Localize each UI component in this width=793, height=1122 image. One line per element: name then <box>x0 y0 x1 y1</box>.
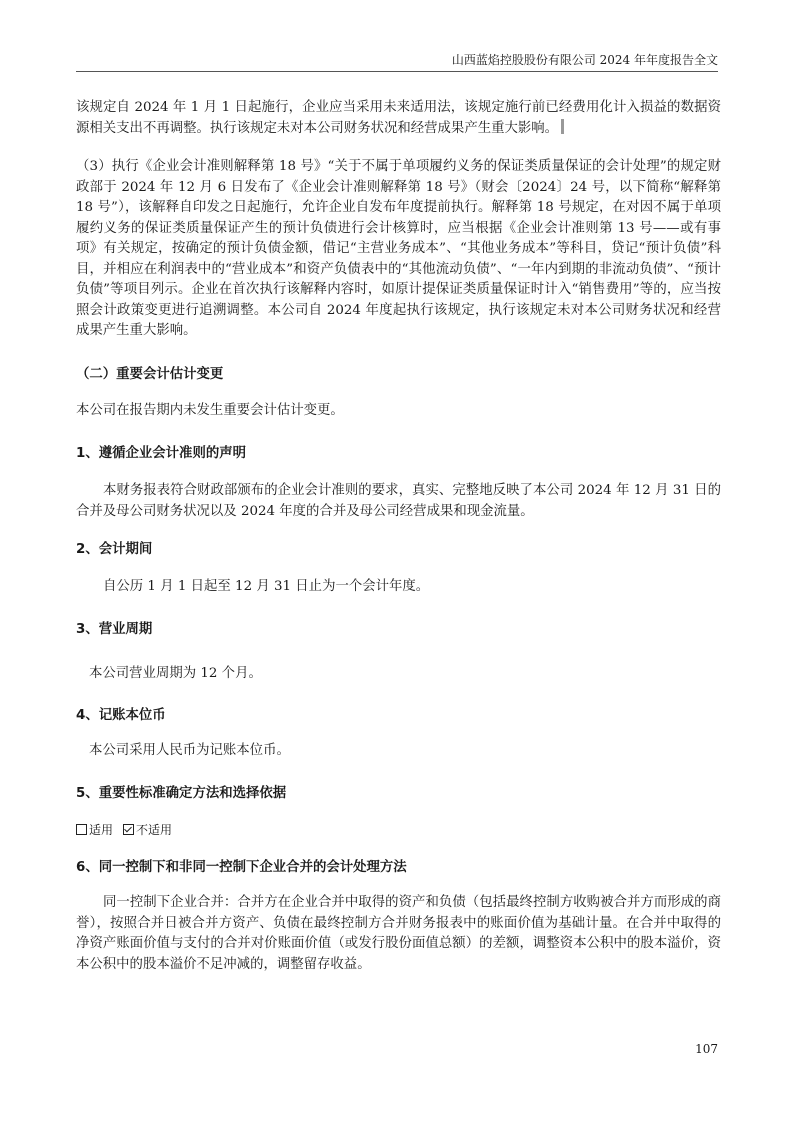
paragraph-operating-cycle: 本公司营业周期为 12 个月。 <box>89 666 262 681</box>
heading-estimate-changes: （二）重要会计估计变更 <box>76 367 224 382</box>
paragraph-data-resources <box>76 98 721 139</box>
paragraph-no-estimate-change: 本公司在报告期内未发生重要会计估计变更。 <box>76 403 344 418</box>
not-applicable-label: 不适用 <box>136 823 173 837</box>
paragraph-text: 该规定自 2024 年 1 月 1 日起施行，企业应当采用未来适用法，该规定施行前已经费用化计入损益的数据资源相关支出不再调整。执行该规定未对本公司财务状况和经营成果产生重大影响。 <box>76 100 721 136</box>
paragraph-accounting-period: 自公历 1 月 1 日起至 12 月 31 日止为一个会计年度。 <box>103 579 430 594</box>
paragraph-functional-currency: 本公司采用人民币为记账本位币。 <box>89 743 290 758</box>
report-title: 山西蓝焰控股股份有限公司 2024 年年度报告全文 <box>451 53 718 67</box>
heading-accounting-period: 2、会计期间 <box>76 542 153 557</box>
heading-materiality: 5、重要性标准确定方法和选择依据 <box>76 786 287 801</box>
paragraph-business-combination: 同一控制下企业合并：合并方在企业合并中取得的资产和负债（包括最终控制方收购被合并方而形成的商誉），按照合并日被合并方资产、负债在最终控制方合并财务报表中的账面价值为基础计量。在合并中取得的净资产账面价值与支付的合并对价账面价值（或发行股份面值总额）的差额，调整资本公积中的股本溢价，资本公积中的股本溢价不足冲减的，调整留存收益。 <box>76 895 721 972</box>
revision-bar <box>561 119 564 134</box>
heading-compliance-statement: 1、遵循企业会计准则的声明 <box>76 446 247 461</box>
not-applicable-checkbox[interactable] <box>123 824 134 835</box>
heading-operating-cycle: 3、营业周期 <box>76 622 153 637</box>
applicable-label: 适用 <box>89 823 114 837</box>
heading-business-combination: 6、同一控制下和非同一控制下企业合并的会计处理方法 <box>76 860 407 875</box>
paragraph-compliance: 本财务报表符合财政部颁布的企业会计准则的要求，真实、完整地反映了本公司 2024 年 12 月 31 日的合并及母公司财务状况以及 2024 年度的合并及母公司经营成果和现金流量。 <box>76 483 721 519</box>
page-header <box>76 53 718 72</box>
page-number: 107 <box>695 1042 718 1056</box>
heading-functional-currency: 4、记账本位币 <box>76 708 166 723</box>
applicable-checkbox[interactable] <box>76 824 87 835</box>
paragraph-interpretation-18: （3）执行《企业会计准则解释第 18 号》“关于不属于单项履约义务的保证类质量保证的会计处理”的规定财政部于 2024 年 12 月 6 日发布了《企业会计准则解释第 18 号》（财会〔2024〕24 号，以下简称“解释第 18 号”），该解释自印发之日起施行，允许企业自发布年度提前执行。解释第 18 号规定，在对因不属于单项履约义务的保证类质量保证产生的预计负债进行会计核算时，应当根据《企业会计准则第 13 号——或有事项》有关规定，按确定的预计负债金额，借记“主营业务成本”、“其他业务成本”等科目，贷记“预计负债”科目，并相应在利润表中的“营业成本”和资产负债表中的“其他流动负债”、“一年内到期的非流动负债”、“预计负债”等项目列示。企业在首次执行该解释内容时，如原计提保证类质量保证时计入“销售费用”等的，应当按照会计政策变更进行追溯调整。本公司自 2024 年度起执行该规定，执行该规定未对本公司财务状况和经营成果产生重大影响。 <box>76 159 721 338</box>
applicability-options <box>76 822 172 838</box>
